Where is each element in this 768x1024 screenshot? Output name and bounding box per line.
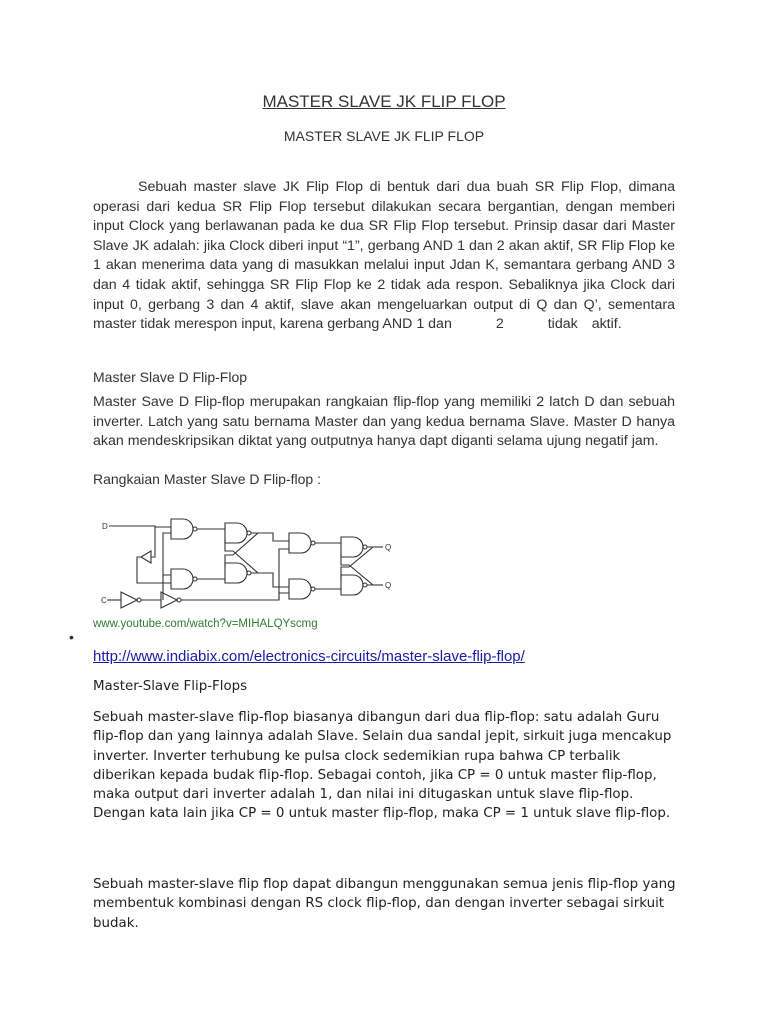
slave-feedback-2 (341, 553, 373, 585)
master-q-wire (258, 533, 289, 541)
master-latch-nand-1 (225, 523, 247, 543)
d-label: D (102, 522, 108, 531)
master-feedback-2 (225, 539, 258, 573)
master-feedback-1 (225, 533, 258, 567)
slave-nand-2-bubble (311, 587, 315, 591)
d-input-wire (109, 526, 171, 527)
indiabix-link[interactable]: http://www.indiabix.com/electronics-circuits/master-slave-flip-flop/ (93, 648, 525, 665)
section-d-paragraph: Master Save D Flip-flop merupakan rangkaian flip-flop yang memiliki 2 latch D dan sebuah inverter. Latch yang satu bernama Master dan yang kedua bernama Slave. Master D hanya akan mendeskripsikan diktat yang outputnya hanya dapt diganti selama ujung negatif jam. (93, 394, 675, 450)
slave-latch-nand-1-bubble (363, 545, 367, 549)
q-label: Q (385, 543, 392, 552)
document-title: MASTER SLAVE JK FLIP FLOP (262, 92, 506, 111)
slave-feedback-1 (341, 547, 373, 579)
master-slave-heading: Master-Slave Flip-Flops (93, 679, 248, 694)
master-latch-nand-2-bubble (247, 571, 251, 575)
youtube-link[interactable]: www.youtube.com/watch?v=MIHALQYscmg (93, 618, 318, 630)
master-slave-paragraph-2: Sebuah master-slave flip flop dapat dibangun menggunakan semua jenis flip-flop yang membentuk kombinasi dengan RS clock flip-flop, dan dengan inverter sebagai sirkuit budak. (93, 877, 676, 931)
slave-nand-2 (289, 579, 311, 599)
slave-nand-1-bubble (311, 541, 315, 545)
master-latch-nand-2 (225, 563, 247, 583)
slave-nand-1 (289, 533, 311, 553)
master-slave-d-flipflop-diagram (93, 513, 393, 613)
master-latch-nand-1-bubble (247, 531, 251, 535)
circuit-caption: Rangkaian Master Slave D Flip-flop : (93, 471, 321, 487)
intro-tail-word-2: aktif. (591, 316, 622, 333)
clk-slave-wire-bottom (279, 593, 289, 600)
clk-inverter-1 (121, 592, 137, 608)
section-d-heading: Master Slave D Flip-Flop (93, 369, 248, 385)
bullet-point: • (69, 629, 74, 645)
q-bar-label: Q (385, 581, 392, 590)
master-qbar-wire (258, 573, 289, 587)
slave-latch-nand-2 (341, 575, 363, 595)
d-branch-wire (151, 527, 155, 557)
document-subtitle: MASTER SLAVE JK FLIP FLOP (283, 128, 485, 144)
intro-main-text: Sebuah master slave JK Flip Flop di bentuk dari dua buah SR Flip Flop, dimana operasi dari kedua SR Flip Flop tersebut dilakukan secara bergantian, dengan memberi input Clock yang berlawanan pada ke dua SR Flip Flop tersebut. Prinsip dasar dari Master Slave JK adalah: jika Clock diberi input “1”, gerbang AND 1 dan 2 akan aktif, SR Flip Flop ke 1 akan menerima data yang di masukkan melalui input Jdan K, semantara gerbang AND 3 dan 4 tidak aktif, sehingga SR Flip Flop ke 2 tidak ada respon. Sebaliknya jika Clock dari input 0, gerbang 3 dan 4 aktif, slave akan mengeluarkan output di Q dan Q’, sementara master tidak merespon input, karena gerbang AND 1 dan (93, 179, 675, 333)
master-nand-1 (171, 519, 193, 539)
intro-tail-number: 2 (495, 316, 504, 333)
intro-tail-word-1: tidak (547, 316, 578, 333)
master-slave-paragraph-1: Sebuah master-slave flip-flop biasanya dibangun dari dua flip-flop: satu adalah Guru flip-flop dan yang lainnya adalah Slave. Selain dua sandal jepit, sirkuit juga mencakup inverter. Inverter terhubung ke pulsa clock sedemikian rupa bahwa CP terbalik diberikan kepada budak flip-flop. Sebagai contoh, jika CP = 0 untuk master flip-flop, maka output dari inverter adalah 1, dan nilai ini ditugaskan untuk slave flip-flop. Dengan kata lain jika CP = 0 untuk master flip-flop, maka CP = 1 untuk slave flip-flop. (93, 710, 672, 822)
master-nand-1-bubble (193, 527, 197, 531)
slave-latch-nand-2-bubble (363, 583, 367, 587)
intro-paragraph (93, 178, 675, 335)
c-label: C (101, 596, 107, 605)
master-nand-2-bubble (193, 577, 197, 581)
slave-latch-nand-1 (341, 537, 363, 557)
master-nand-2 (171, 569, 193, 589)
d-inverted-wire (137, 557, 171, 583)
d-inverter (141, 551, 151, 563)
clk-master-wire-top (163, 533, 171, 575)
